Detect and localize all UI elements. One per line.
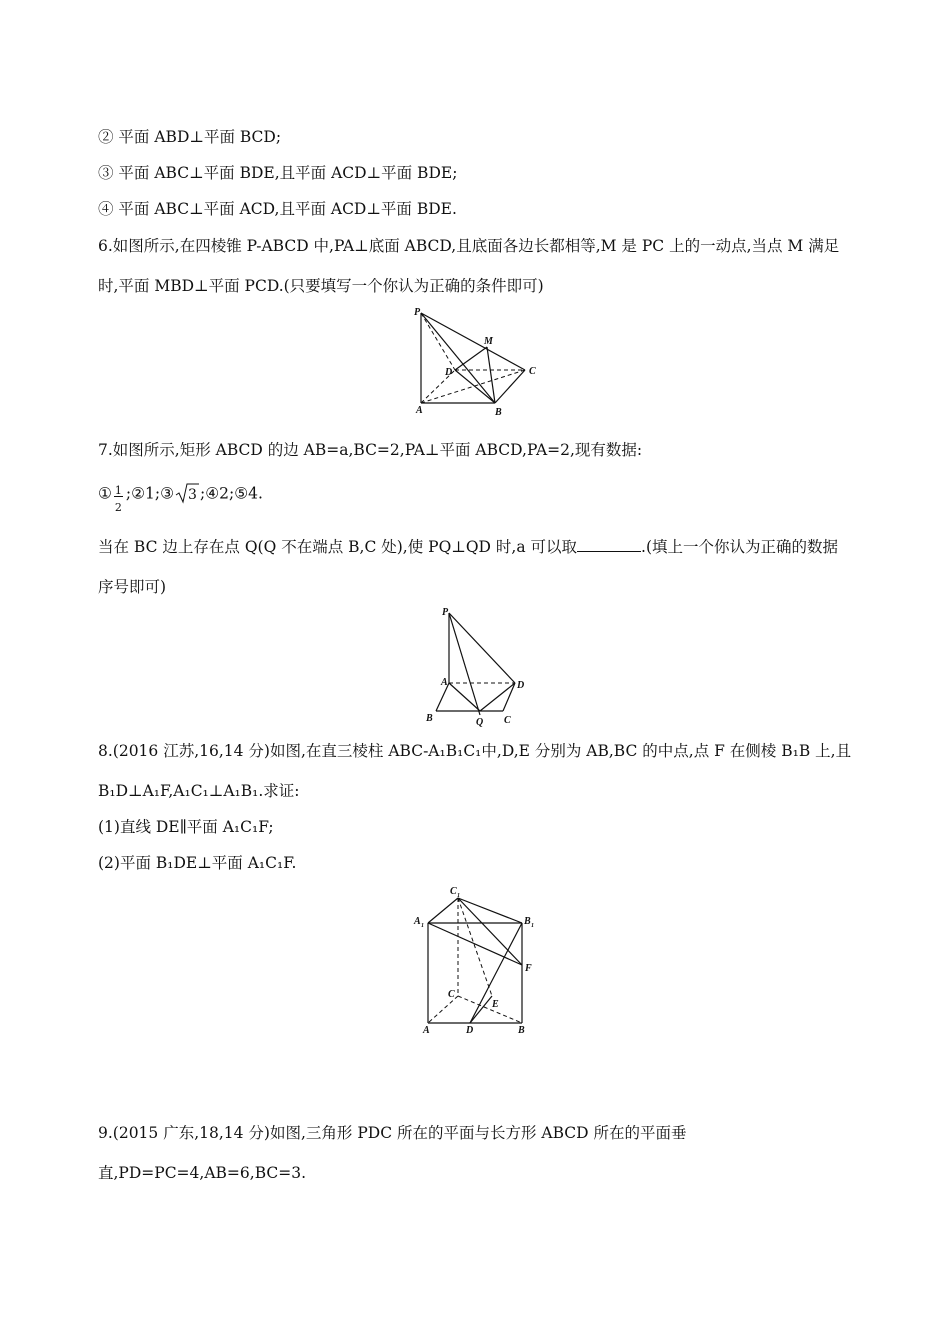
q7-label-p: P bbox=[442, 607, 449, 618]
q6-label-c: C bbox=[529, 366, 536, 377]
q8-label-e: E bbox=[492, 999, 499, 1010]
q7-label-c: C bbox=[504, 715, 511, 726]
q7-opt1-mark: ① bbox=[98, 484, 112, 503]
q7-sep1: ;②1;③ bbox=[125, 484, 175, 503]
q7-label-d: D bbox=[517, 680, 525, 691]
q8-label-a: A bbox=[423, 1025, 430, 1036]
q6-label-b: B bbox=[495, 407, 502, 418]
q7-pyramid-svg bbox=[420, 603, 530, 728]
q8-part1: (1)直线 DE∥平面 A₁C₁F; bbox=[98, 818, 274, 836]
q6-label-p: P bbox=[414, 307, 421, 318]
q7-sqrt-svg bbox=[174, 480, 200, 504]
q9-text-line1: 9.(2015 广东,18,14 分)如图,三角形 PDC 所在的平面与长方形 ABCD 所在的平面垂 bbox=[98, 1124, 687, 1142]
q8-label-f: F bbox=[525, 963, 532, 974]
q8-label-c1: C bbox=[450, 886, 457, 897]
q8-label-c: C bbox=[448, 989, 455, 1000]
q7-pyramid-figure bbox=[420, 603, 530, 732]
q8-part2: (2)平面 B₁DE⊥平面 A₁C₁F. bbox=[98, 854, 297, 872]
q8-prism-svg bbox=[410, 880, 545, 1040]
q7-fraction-half bbox=[112, 483, 126, 514]
q5-option-2: ② 平面 ABD⊥平面 BCD; bbox=[98, 128, 282, 146]
q5-option-3: ③ 平面 ABC⊥平面 BDE,且平面 ACD⊥平面 BDE; bbox=[98, 164, 458, 182]
q7-text-line1: 7.如图所示,矩形 ABCD 的边 AB=a,BC=2,PA⊥平面 ABCD,PA=2,现有数据: bbox=[98, 441, 643, 459]
q8-prism-figure bbox=[410, 880, 545, 1044]
q6-pyramid-figure bbox=[405, 303, 550, 422]
q5-option-4: ④ 平面 ABC⊥平面 ACD,且平面 ACD⊥平面 BDE. bbox=[98, 200, 457, 218]
q7-sqrt-three bbox=[174, 480, 200, 509]
q9-text-line2: 直,PD=PC=4,AB=6,BC=3. bbox=[98, 1164, 307, 1182]
q6-label-a: A bbox=[416, 405, 423, 416]
q8-label-d: D bbox=[466, 1025, 474, 1036]
q7-sqrt-radicand: 3 bbox=[188, 487, 197, 503]
q7-label-a: A bbox=[441, 677, 448, 688]
q7-label-b: B bbox=[426, 713, 433, 724]
q7-line3-pre: 当在 BC 边上存在点 Q(Q 不在端点 B,C 处),使 PQ⊥QD 时,a 可以取 bbox=[98, 538, 578, 556]
q8-text-line1: 8.(2016 江苏,16,14 分)如图,在直三棱柱 ABC-A₁B₁C₁中,D,E 分别为 AB,BC 的中点,点 F 在侧棱 B₁B 上,且 bbox=[98, 742, 852, 760]
q7-frac-bar bbox=[114, 496, 123, 497]
q6-text-line1: 6.如图所示,在四棱锥 P-ABCD 中,PA⊥底面 ABCD,且底面各边长都相等,M 是 PC 上的一动点,当点 M 满足 bbox=[98, 237, 840, 255]
q6-text-line2: 时,平面 MBD⊥平面 PCD.(只要填写一个你认为正确的条件即可) bbox=[98, 277, 544, 295]
q8-label-a1: A bbox=[414, 916, 421, 927]
q7-answer-blank bbox=[577, 537, 641, 552]
q7-text-line3 bbox=[98, 537, 838, 557]
q8-label-c1-sub: 1 bbox=[457, 893, 460, 899]
q8-label-b1: B bbox=[524, 916, 531, 927]
q7-frac-numerator: 1 bbox=[114, 483, 122, 497]
q7-text-line4: 序号即可) bbox=[98, 578, 167, 596]
q8-label-b1-sub: 1 bbox=[531, 923, 534, 929]
q7-tail: ;④2;⑤4. bbox=[200, 484, 263, 503]
q7-label-q: Q bbox=[476, 717, 484, 728]
q8-text-line2: B₁D⊥A₁F,A₁C₁⊥A₁B₁.求证: bbox=[98, 782, 300, 800]
q7-line3-post: .(填上一个你认为正确的数据 bbox=[641, 538, 838, 556]
q7-data-options bbox=[98, 480, 263, 514]
q6-label-m: M bbox=[484, 336, 493, 347]
q6-label-d: D bbox=[445, 367, 453, 378]
q7-frac-denominator: 2 bbox=[114, 500, 122, 514]
q6-pyramid-svg bbox=[405, 303, 550, 418]
q8-label-b: B bbox=[518, 1025, 525, 1036]
q8-label-a1-sub: 1 bbox=[421, 923, 424, 929]
